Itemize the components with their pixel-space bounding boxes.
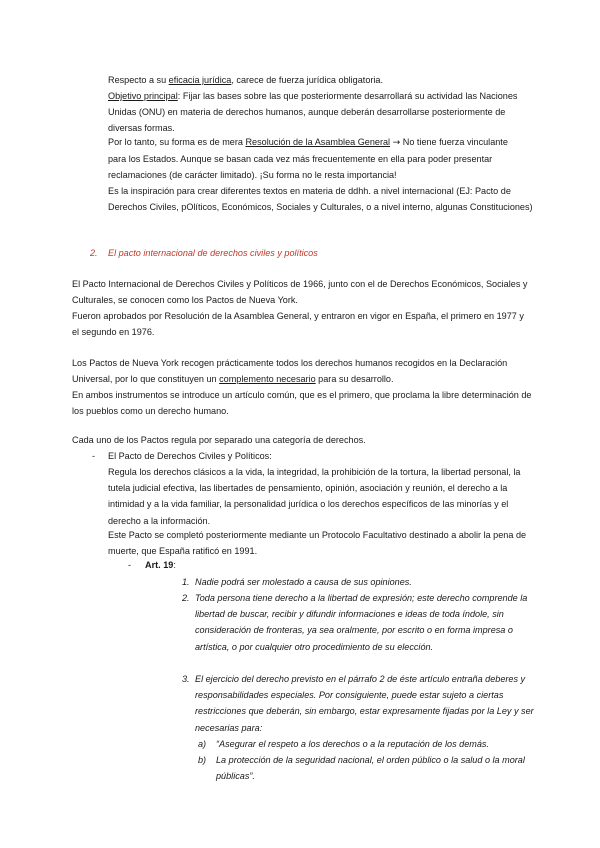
objetivo-paragraph: Objetivo principal: Fijar las bases sobre las que posteriormente desarrollará su actividad las Naciones Unidas (ONU) en materia de derechos humanos, aunque deberán desarrollarse posteriormente de diversas formas. bbox=[108, 91, 518, 134]
art-subitem-b: La protección de la seguridad nacional, el orden público o la salud o la moral públicas”. bbox=[216, 755, 525, 782]
item-number: 2. bbox=[182, 593, 190, 603]
paragraph-aprobados: Fueron aprobados por Resolución de la Asamblea General, y entraron en vigor en España, el primero en 1977 y el segundo en 1976. bbox=[72, 311, 524, 338]
inspiracion-paragraph: Es la inspiración para crear diferentes textos en materia de ddhh. a nivel internacional (EJ: Pacto de Derechos Civiles, pOlíticos, Económicos, Sociales y Culturales, o a nivel interno, algunas Constituciones) bbox=[108, 186, 533, 213]
complemento-term: complemento necesario bbox=[219, 374, 316, 385]
art-item-1: Nadie podrá ser molestado a causa de sus opiniones. bbox=[195, 577, 412, 587]
subitem-letter: b) bbox=[198, 755, 207, 765]
forma-paragraph: Por lo tanto, su forma es de mera Resolución de la Asamblea General → No tiene fuerza vinculante para los Estados. Aunque se basan cada vez más frecuentemente en ella para poder presentar reclamaciones (de carácter limitado). ¡Su forma no le resta importancia! bbox=[108, 137, 508, 181]
list-dash: - bbox=[92, 451, 96, 461]
eficacia-paragraph: Respecto a su eficacia jurídica, carece de fuerza jurídica obligatoria. bbox=[108, 75, 384, 85]
item-number: 1. bbox=[182, 577, 190, 587]
art-dash: - bbox=[128, 560, 132, 570]
objetivo-label: Objetivo principal bbox=[108, 91, 178, 101]
paragraph-articulo-comun: En ambos instrumentos se introduce un artículo común, que es el primero, que proclama la libre determinación de los pueblos como un derecho humano. bbox=[72, 390, 532, 417]
arrow-right-icon: → bbox=[392, 138, 401, 148]
paragraph-recogen: Los Pactos de Nueva York recogen prácticamente todos los derechos humanos recogidos en la Declaración Universal, por lo que constituyen un complemento necesario para su desarrollo. bbox=[72, 358, 508, 385]
subitem-letter: a) bbox=[198, 739, 207, 749]
art-item-3: El ejercicio del derecho previsto en el párrafo 2 de éste artículo entraña deberes y responsabilidades especiales. Por consiguiente, puede estar sujeto a ciertas restricciones que deberán, sin embargo, estar expresamente fijadas por la Ley y ser necesarias para: bbox=[195, 674, 534, 733]
eficacia-term: eficacia jurídica bbox=[168, 75, 232, 85]
art-subitem-a: “Asegurar el respeto a los derechos o a la reputación de los demás. bbox=[216, 739, 489, 749]
section-number: 2. bbox=[90, 248, 98, 258]
item-number: 3. bbox=[182, 674, 190, 684]
paragraph-pactos-ny: El Pacto Internacional de Derechos Civiles y Políticos de 1966, junto con el de Derechos Económicos, Sociales y Culturales, se conocen como los Pactos de Nueva York. bbox=[72, 279, 528, 306]
art-item-2: Toda persona tiene derecho a la libertad de expresión; este derecho comprende la libertad de buscar, recibir y difundir informaciones e ideas de toda índole, sin consideración de fronteras, ya sea oralmente, por escrito o en forma impresa o artística, o por cualquier otro procedimiento de su elección. bbox=[195, 593, 528, 652]
art-19-label: Art. 19: bbox=[145, 560, 176, 570]
list-item-title: El Pacto de Derechos Civiles y Políticos: bbox=[108, 451, 272, 461]
section-title: El pacto internacional de derechos civiles y políticos bbox=[108, 248, 318, 258]
list-item-text: Regula los derechos clásicos a la vida, la integridad, la prohibición de la tortura, la libertad personal, la tutela judicial efectiva, las libertades de pensamiento, opinión, asociación y reunión, el derecho a la intimidad y a la vida familiar, la personalidad jurídica o los derechos específicos de las minorías y el derecho a la información. bbox=[108, 467, 521, 526]
resolucion-term: Resolución de la Asamblea General bbox=[245, 137, 391, 147]
list-item-protocolo: Este Pacto se completó posteriormente mediante un Protocolo Facultativo destinado a abolir la pena de muerte, que España ratificó en 1991. bbox=[108, 530, 527, 557]
paragraph-cada-uno: Cada uno de los Pactos regula por separado una categoría de derechos. bbox=[72, 435, 366, 445]
